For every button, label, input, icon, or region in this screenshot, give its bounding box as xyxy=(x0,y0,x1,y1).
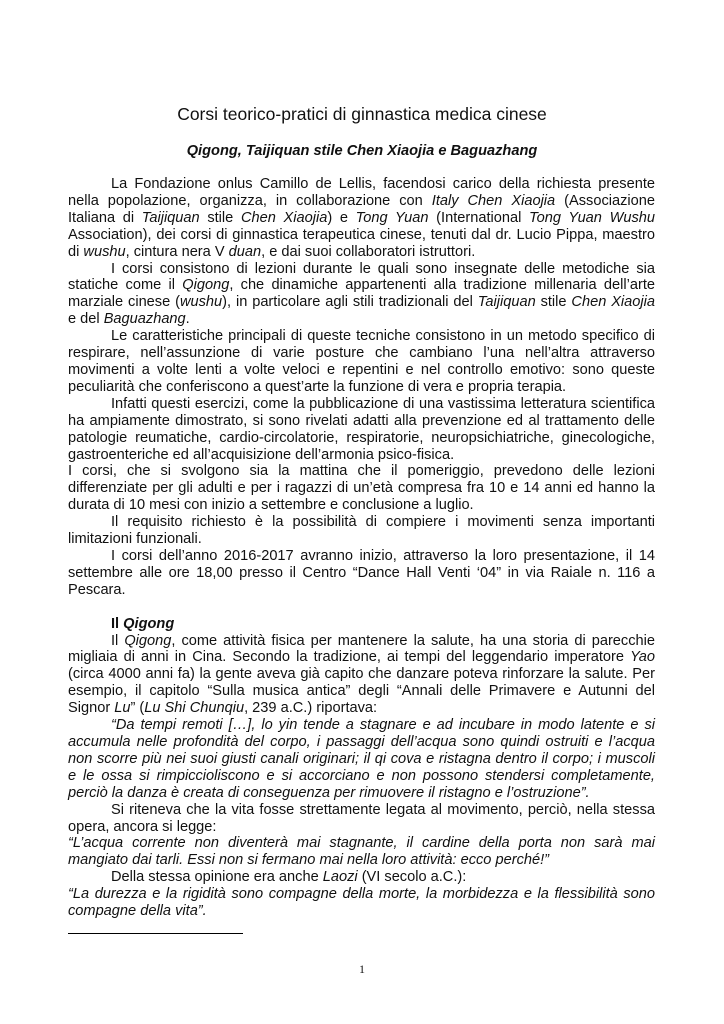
paragraph-courses xyxy=(68,261,655,329)
paragraph-qigong-history xyxy=(68,633,655,718)
italic-run: “La durezza e la rigidità sono compagne della morte, la morbidezza e la flessibilità sono compagne della vita”. xyxy=(68,886,655,920)
paragraph-intro xyxy=(68,176,655,261)
text-run: stile xyxy=(535,294,572,311)
text-run: I corsi dell’anno 2016-2017 avranno inizio, attraverso la loro presentazione, il 14 settembre alle ore 18,00 presso il Centro “Dance Hall Venti ‘04” in via Raiale n. 116 a Pescara. xyxy=(68,547,655,598)
text-run: ” ( xyxy=(130,700,145,717)
paragraph-laozi xyxy=(68,869,655,886)
italic-run: “L’acqua corrente non diventerà mai stagnante, il cardine della porta non sarà mai mangiato dai tarli. Essi non si fermano mai nella loro attività: ecco perché!” xyxy=(68,835,655,869)
text-run: Il xyxy=(111,632,125,649)
italic-run: Qigong xyxy=(182,277,230,294)
text-run: , che dinamiche appartenenti alla tradizione millenaria dell’arte marziale cinese ( xyxy=(68,277,655,311)
quote-laozi xyxy=(68,886,655,920)
italic-run: Chen Xiaojia xyxy=(571,294,656,311)
italic-run: Qigong xyxy=(123,615,175,632)
italic-run: duan xyxy=(228,243,262,260)
text-run: Il xyxy=(111,615,124,632)
section-heading-qigong xyxy=(68,616,655,633)
italic-run: Lu Shi Chunqiu xyxy=(144,700,245,717)
paragraph-spacer xyxy=(68,599,655,616)
italic-run: wushu xyxy=(83,243,126,260)
text-run: , cintura nera V xyxy=(125,243,229,260)
text-run: ) e xyxy=(327,209,356,226)
text-run: , 239 a.C.) riportava: xyxy=(244,700,378,717)
text-run: Della stessa opinione era anche xyxy=(111,869,323,886)
italic-run: Qigong xyxy=(124,632,172,649)
text-run: stile xyxy=(199,209,241,226)
text-run: ), in particolare agli stili tradizionali del xyxy=(222,294,478,311)
text-run: Infatti questi esercizi, come la pubblicazione di una vastissima letteratura scientifica ha ampiamente dimostrato, si sono rivelati adatti alla prevenzione ed al trattamento delle patologie reumatiche, cardio-circolatorie, respiratorie, neuropsichiatriche, ginecologiche, gastroenteriche ed all’acquisizione dell’armonia psico-fisica. xyxy=(68,395,655,463)
text-run: (VI secolo a.C.): xyxy=(357,869,467,886)
paragraph-characteristics xyxy=(68,328,655,396)
text-run: (International xyxy=(428,209,530,226)
text-run: e del xyxy=(68,311,104,328)
footnote-separator xyxy=(68,933,243,934)
paragraph-schedule xyxy=(68,463,655,514)
text-run: I corsi, che si svolgono sia la mattina che il pomeriggio, prevedono delle lezioni differenziate per gli adulti e per i ragazzi di un’età compresa fra 10 e 14 anni ed hanno la durata di 10 mesi con inizio a settembre e conclusione a luglio. xyxy=(68,463,655,514)
italic-run: “Da tempi remoti […], lo yin tende a stagnare e ad incubare in modo latente e si accumula nelle profondità del corpo, i passaggi dell’acqua sono quindi ostruiti e l’acqua non scorre più nei suoi giusti canali originari; il qi cova e ristagna dentro il corpo; i muscoli e le ossa si rimpiccioliscono e si accorciano e non possono stendersi completamente, perciò la danza è creata di conseguenza per rimuovere il ristagno e l’ostruzione”. xyxy=(68,717,655,801)
italic-run: wushu xyxy=(179,294,223,311)
text-run: Association), dei corsi di ginnastica terapeutica cinese, tenuti dal dr. Lucio Pippa, maestro di xyxy=(68,226,655,260)
italic-run: Taijiquan xyxy=(141,209,200,226)
italic-run: Taijiquan xyxy=(477,294,536,311)
paragraph-benefits xyxy=(68,396,655,464)
italic-run: Baguazhang xyxy=(103,311,186,328)
text-run: . xyxy=(185,311,190,328)
text-run: (Associazione Italiana di xyxy=(68,192,655,226)
text-run: , come attività fisica per mantenere la salute, ha una storia di parecchie migliaia di anni in Cina. Secondo la tradizione, ai tempi del leggendario imperatore xyxy=(68,632,655,666)
text-run: I corsi consistono di lezioni durante le quali sono insegnate delle metodiche sia statiche come il xyxy=(68,260,655,294)
quote-running-water xyxy=(68,835,655,869)
italic-run: Italy Chen Xiaojia xyxy=(431,192,556,209)
paragraph-movement xyxy=(68,802,655,836)
paragraph-requirements xyxy=(68,514,655,548)
quote-annals xyxy=(68,717,655,802)
document-subtitle: Qigong, Taijiquan stile Chen Xiaojia e Baguazhang xyxy=(186,143,538,159)
document-body xyxy=(68,176,655,920)
paragraph-start-date xyxy=(68,548,655,599)
italic-run: Tong Yuan Wushu xyxy=(529,209,656,226)
italic-run: Yao xyxy=(630,649,655,666)
text-run: , e dai suoi collaboratori istruttori. xyxy=(261,243,476,260)
text-run: Si riteneva che la vita fosse strettamente legata al movimento, perciò, nella stessa opera, ancora si legge: xyxy=(68,801,655,835)
text-run: Le caratteristiche principali di queste tecniche consistono in un metodo specifico di respirare, nell’assunzione di varie posture che cambiano l’una nell’altra attraverso movimenti a volte lenti a volte veloci e repentini e nel controllo emotivo: sono queste peculiarità che conferiscono a quest’arte la funzione di vera e propria terapia. xyxy=(68,328,655,395)
italic-run: Lu xyxy=(114,700,131,717)
document-title: Corsi teorico-pratici di ginnastica medica cinese xyxy=(177,104,547,124)
text-run: (circa 4000 anni fa) la gente aveva già capito che danzare poteva rinforzare la salute. Per esempio, il capitolo “Sulla musica antica” degli “Annali delle Primavere e Autunni del Signor xyxy=(68,666,655,717)
text-run: La Fondazione onlus Camillo de Lellis, facendosi carico della richiesta presente nella popolazione, organizza, in collaborazione con xyxy=(68,176,655,209)
italic-run: Laozi xyxy=(322,869,358,886)
italic-run: Chen Xiaojia xyxy=(240,209,328,226)
text-run: Il requisito richiesto è la possibilità di compiere i movimenti senza importanti limitazioni funzionali. xyxy=(68,514,655,548)
page-number: 1 xyxy=(359,962,365,976)
italic-run: Tong Yuan xyxy=(355,209,429,226)
